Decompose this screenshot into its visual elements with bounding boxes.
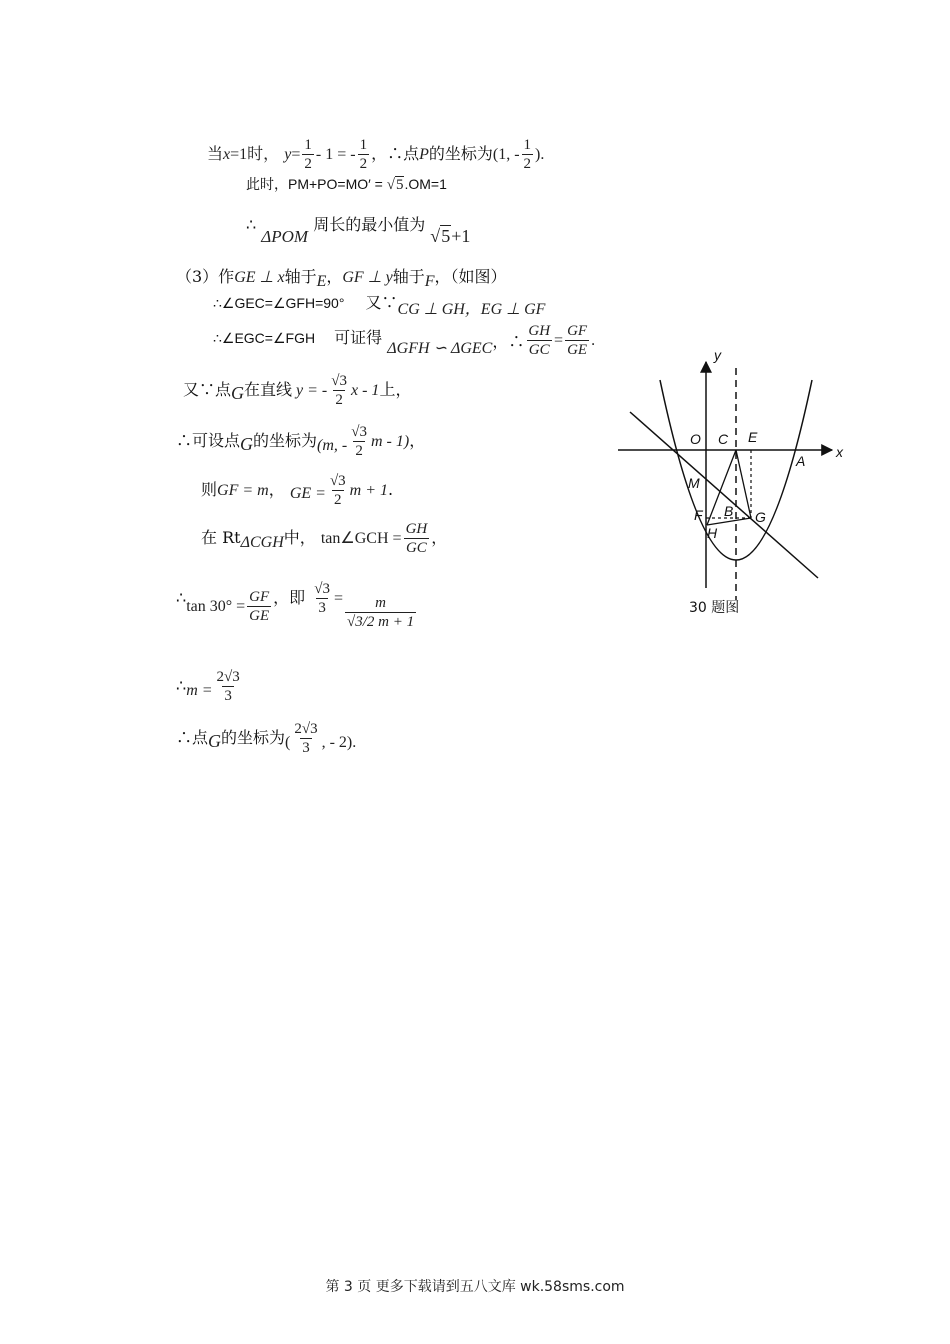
therefore-symbol: ∴ bbox=[246, 215, 257, 234]
denominator: 2 bbox=[335, 392, 343, 408]
line-pm-po: 此时，PM+PO=MO′ = √5.OM=1 bbox=[246, 176, 447, 193]
text: 则 bbox=[201, 480, 218, 499]
text: 在直线 bbox=[244, 380, 293, 399]
text: 周长的最小值为 bbox=[313, 215, 426, 234]
line-angles-90 bbox=[213, 293, 546, 318]
text: 轴于 bbox=[392, 267, 425, 286]
math: +1 bbox=[451, 226, 471, 246]
math-var: G bbox=[240, 434, 254, 454]
text: ， bbox=[431, 528, 448, 547]
fraction bbox=[215, 668, 242, 705]
numerator: √3 bbox=[331, 373, 347, 389]
fraction bbox=[345, 594, 416, 631]
denominator: 3 bbox=[302, 740, 310, 756]
text: . bbox=[388, 480, 394, 499]
line-point-on-line bbox=[183, 372, 411, 414]
fraction bbox=[329, 372, 349, 409]
numerator: 1 bbox=[523, 137, 532, 153]
denominator: GE bbox=[567, 342, 588, 358]
math: m - 1) bbox=[370, 433, 410, 450]
line-set-coordinates bbox=[176, 423, 425, 465]
fraction bbox=[358, 136, 370, 173]
text: 的坐标为 bbox=[253, 431, 318, 450]
math-var: G bbox=[231, 383, 245, 403]
denominator: 2 bbox=[523, 156, 532, 172]
fraction bbox=[349, 423, 369, 460]
numerator: 1 bbox=[304, 137, 312, 153]
text: ∴点 bbox=[176, 728, 209, 747]
sqrt-radicand: 5 bbox=[441, 226, 451, 246]
math: x - 1 bbox=[351, 382, 380, 399]
denominator: 3 bbox=[318, 600, 326, 616]
math-var: y bbox=[284, 146, 292, 163]
label-o: O bbox=[690, 431, 701, 447]
text: 又∵ bbox=[365, 293, 398, 312]
label-x: x bbox=[836, 444, 843, 460]
label-a: A bbox=[796, 453, 806, 469]
text: ∴∠GEC=∠GFH=90° bbox=[213, 295, 345, 311]
math: m = bbox=[186, 682, 213, 699]
denominator: √3/2 m + 1 bbox=[347, 614, 415, 630]
denominator: GE bbox=[249, 608, 270, 624]
numerator: √3 bbox=[329, 473, 346, 489]
text: 在 Rt bbox=[201, 528, 241, 547]
fraction bbox=[526, 322, 552, 359]
math: y = - bbox=[296, 382, 328, 399]
math: (m, - bbox=[317, 437, 348, 454]
line-gf-ge bbox=[201, 472, 393, 514]
numerator: √3 bbox=[314, 581, 330, 597]
text: =1时， bbox=[230, 146, 280, 163]
fraction bbox=[312, 580, 332, 617]
denominator: GC bbox=[405, 540, 427, 556]
math: . bbox=[591, 332, 596, 349]
math: ). bbox=[535, 146, 545, 163]
label-c: C bbox=[718, 431, 729, 447]
text: 轴于 bbox=[284, 267, 317, 286]
math-var: G bbox=[208, 731, 222, 751]
line-tan-gch bbox=[201, 520, 447, 562]
numerator: GH bbox=[528, 323, 551, 339]
math: tan∠GCH = bbox=[320, 530, 402, 547]
denominator: 2 bbox=[355, 443, 363, 459]
label-m: M bbox=[688, 475, 700, 491]
text: 中， bbox=[283, 528, 316, 547]
text: 的坐标为 bbox=[221, 728, 286, 747]
text: （3）作 bbox=[176, 267, 235, 286]
text: 可证得 bbox=[334, 328, 383, 347]
numerator: GH bbox=[405, 521, 428, 537]
math-op: = bbox=[334, 590, 344, 607]
numerator: √3 bbox=[351, 424, 367, 440]
math: m + 1 bbox=[349, 482, 389, 499]
line-similar-triangles bbox=[213, 322, 595, 362]
label-f: F bbox=[694, 507, 703, 523]
line-tan30 bbox=[176, 580, 418, 650]
fraction bbox=[328, 472, 348, 509]
math: GE ⊥ x bbox=[234, 269, 285, 286]
text: 此时，PM+PO=MO′ = bbox=[246, 176, 383, 192]
fraction bbox=[522, 136, 534, 173]
numerator: 2√3 bbox=[294, 721, 318, 737]
denominator: 3 bbox=[224, 688, 232, 704]
line-construct bbox=[176, 267, 507, 288]
page-footer: 第 3 页 更多下载请到五八文库 wk.58sms.com bbox=[325, 1279, 625, 1295]
text: ， bbox=[268, 480, 285, 499]
text: ∴∠EGC=∠FGH bbox=[213, 330, 316, 346]
text: 又∵点 bbox=[183, 380, 232, 399]
math: GF ⊥ y bbox=[342, 269, 393, 286]
text: ，即 bbox=[273, 588, 306, 607]
denominator: GC bbox=[528, 342, 550, 358]
math-op: = bbox=[291, 146, 301, 163]
line-g-coordinates bbox=[176, 720, 356, 762]
math-var: F bbox=[424, 273, 435, 290]
math: CG ⊥ GH，EG ⊥ GF bbox=[397, 301, 546, 318]
text: ，∴点 bbox=[371, 144, 420, 163]
math: (1, - bbox=[492, 146, 520, 163]
segment-hg bbox=[707, 518, 751, 525]
fraction bbox=[302, 136, 314, 173]
therefore-symbol: ∴ bbox=[176, 588, 187, 607]
label-h: H bbox=[707, 525, 718, 541]
numerator: 2√3 bbox=[216, 669, 240, 685]
label-b: B bbox=[724, 503, 734, 519]
figure-caption: 30 题图 bbox=[689, 600, 740, 616]
text: ，∴ bbox=[492, 332, 525, 351]
line-m-value bbox=[176, 668, 244, 710]
math-var: P bbox=[419, 146, 429, 163]
text: ，（如图） bbox=[434, 267, 507, 286]
label-g: G bbox=[755, 509, 766, 525]
line-min-perimeter: ∴ ΔPOM 周长的最小值为 √5+1 bbox=[246, 215, 471, 246]
math: tan 30° = bbox=[186, 598, 246, 615]
math: GE = bbox=[289, 485, 326, 502]
math-var: E bbox=[316, 273, 327, 290]
math-triangle: ΔPOM bbox=[261, 227, 309, 246]
fraction bbox=[565, 322, 589, 359]
denominator: 2 bbox=[304, 156, 312, 172]
fraction bbox=[292, 720, 319, 757]
numerator: m bbox=[375, 595, 386, 611]
text: ， bbox=[409, 431, 426, 450]
sqrt-radicand: 5 bbox=[395, 177, 404, 193]
label-e: E bbox=[748, 429, 758, 445]
fraction bbox=[404, 520, 430, 557]
math: , - 2) bbox=[321, 734, 353, 751]
fraction bbox=[247, 588, 271, 625]
math: ΔCGH bbox=[240, 534, 284, 551]
text: .OM=1 bbox=[404, 176, 447, 192]
math-op: = bbox=[554, 332, 564, 349]
label-y: y bbox=[714, 347, 721, 363]
math-op: - 1 = - bbox=[315, 146, 356, 163]
math-var: x bbox=[223, 146, 231, 163]
denominator: 2 bbox=[334, 492, 342, 508]
text: 上， bbox=[379, 380, 412, 399]
line-when-x-equals-1 bbox=[207, 136, 544, 173]
denominator: 2 bbox=[359, 156, 368, 172]
text: 的坐标为 bbox=[428, 144, 493, 163]
therefore-symbol: ∴ bbox=[176, 676, 187, 695]
parabola-figure bbox=[610, 340, 850, 630]
text: 当 bbox=[207, 144, 224, 163]
text: ∴可设点 bbox=[176, 431, 241, 450]
math: GF = m bbox=[217, 482, 269, 499]
math: . bbox=[352, 734, 357, 751]
numerator: 1 bbox=[359, 137, 368, 153]
math: ΔGFH ∽ ΔGEC bbox=[387, 340, 493, 357]
math: ( bbox=[285, 734, 291, 751]
numerator: GF bbox=[567, 323, 588, 339]
numerator: GF bbox=[249, 589, 270, 605]
text: ， bbox=[326, 267, 343, 286]
